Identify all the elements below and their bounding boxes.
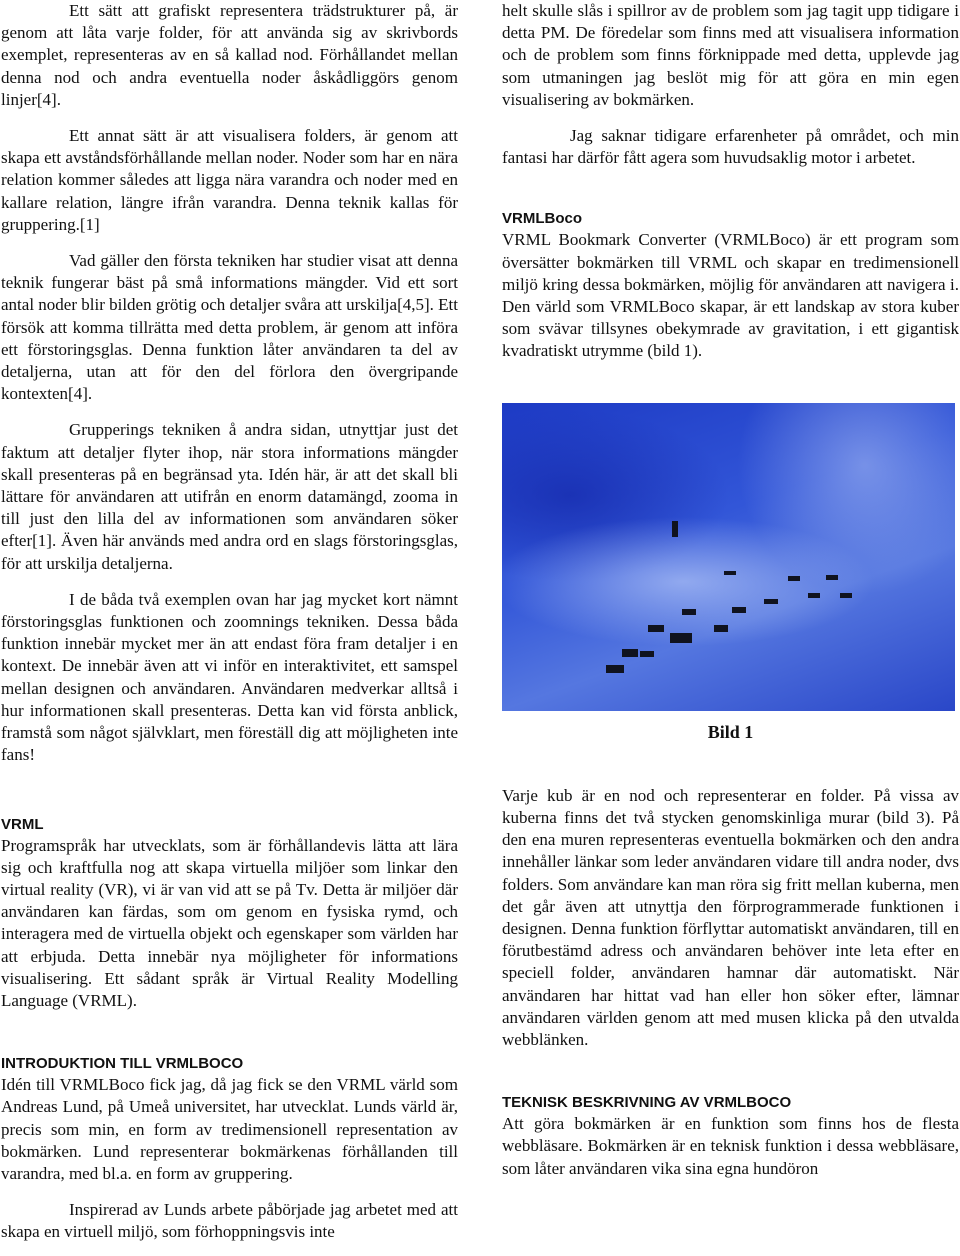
cube-node (788, 576, 800, 581)
paragraph: Jag saknar tidigare erfarenheter på området, och min fantasi har därför fått agera som huvudsaklig motor i arbetet. (502, 126, 959, 168)
right-column (502, 0, 959, 1180)
paragraph: Grupperings tekniken å andra sidan, utnyttjar just det faktum att detaljer flyter ihop, när stora informations mängder skall presenteras på en begränsad yta. Idén här, är att det skall bli lättare för användaren att utifrån en enorm datamängd, zooma in till just den lilla del av informationen som användaren söker efter[1]. Även här används med andra ord en slags förstoringsglas, för att urskilja detaljerna. (1, 420, 458, 573)
cube-node (640, 651, 654, 657)
cube-node (670, 633, 692, 643)
section-heading-intro: INTRODUKTION TILL VRMLBOCO (1, 1055, 244, 1073)
cube-node (808, 593, 820, 598)
cube-node (648, 625, 664, 632)
cube-node (606, 665, 624, 673)
cube-node (732, 607, 746, 613)
cube-node (714, 625, 728, 632)
paragraph: Att göra bokmärken är en funktion som finns hos de flesta webbläsare. Bokmärken är en teknisk funktion i dessa webbläsare, som låter användaren vika sina egna hundöron (502, 1114, 959, 1178)
paragraph: helt skulle slås i spillror av de problem som jag tagit upp tidigare i detta PM. De föredelar som finns med att visualisera information och de problem som finns förknippade med detta, upplevde jag som utmaningen jag beslöt mig för att göra en min egen visualisering av bokmärken. (502, 1, 959, 109)
paragraph: Idén till VRMLBoco fick jag, då jag fick se den VRML värld som Andreas Lund, på Umeå universitet, har utvecklat. Lunds värld är, precis som min, en form av tredimensionell representation av bokmärken. Lund representerar bokmärkenas förhållanden till varandra, med bl.a. en form av gruppering. (1, 1075, 458, 1183)
figure-caption: Bild 1 (707, 721, 754, 742)
paragraph: Ett annat sätt är att visualisera folders, är genom att skapa ett avståndsförhållande mellan noder. Noder som har en nära relation kommer således att ligga nära varandra och noder med en kallare relation, längre ifrån varandra. Denna teknik kallas för gruppering.[1] (1, 126, 458, 234)
paragraph: VRML Bookmark Converter (VRMLBoco) är ett program som översätter bokmärken till VRML och skapar en tredimensionell miljö kring dessa bokmärken, möjlig för användaren att navigera i. Den värld som VRMLBoco skapar, är ett landskap av stora kuber som svävar tillsynes obekymrade av gravitation, i ett gigantisk kvadratiskt utrymme (bild 1). (502, 230, 959, 361)
cube-node (826, 575, 838, 580)
section-heading-vrmlboco: VRMLBoco (502, 210, 582, 228)
cube-node (840, 593, 852, 598)
section-heading-technical: TEKNISK BESKRIVNING AV VRMLBOCO (502, 1094, 792, 1112)
paragraph: I de båda två exemplen ovan har jag mycket kort nämnt förstoringsglas funktionen och zoomnings tekniken. Dessa båda funktion innebär mycket mer än att endast föra fram detaljer i en kontext. De innebär även att vi inför en interaktivitet, ett samspel mellan designen och användaren. Användaren medverkar alltså i hur informationen skall presenteras. Detta kan vid första anblick, framstå som något självklart, men föreställ dig att möjligheten inte fans! (1, 589, 458, 765)
left-column (1, 0, 458, 1244)
cube-node (622, 649, 638, 657)
paragraph: Programspråk har utvecklats, som är förhållandevis lätta att lära sig och kraftfulla nog att skapa virtuella miljöer som linkar den virtual reality (VR), vi är van vid att se på Tv. Detta är miljöer där användaren kan färdas, som om genom en fysiska rymd, och interagera med de virtuella objekt och egenskaper som världen har att erbjuda. Detta innebär nya möjligheter för informations visualisering. Ett sådant språk är Virtual Reality Modelling Language (VRML). (1, 835, 458, 1010)
cube-node (764, 599, 778, 604)
section-heading-vrml: VRML (1, 815, 44, 833)
cube-node (682, 609, 696, 615)
cube-node (724, 571, 736, 575)
cube-node (672, 521, 678, 537)
paragraph: Inspirerad av Lunds arbete påbörjade jag arbetet med att skapa en virtuell miljö, som förhoppningsvis inte (1, 1200, 458, 1242)
paragraph: Varje kub är en nod och representerar en folder. På vissa av kuberna finns det två stycken genomskinliga murar (bild 3). På den ena muren representeras eventuella bokmärken och den andra innehåller länkar som leder användaren vidare till andra noder, dvs folders. Som användare kan man röra sig fritt mellan kuberna, men det går även att utnyttja den förprogrammerade funktionen i designen. Denna funktion förflyttar automatiskt användaren, till en förutbestämd adress och användaren behöver inte leta efter en speciell folder, användaren hamnar där automatiskt. När användaren har hittat vad han eller hon söker efter, lämnar användaren världen genom att med musen klicka på den utvalda webblänken. (502, 785, 959, 1050)
figure-vrml-world (502, 403, 955, 711)
paragraph: Ett sätt att grafiskt representera trädstrukturer på, är genom att låta varje folder, för att använda sig av skrivbords exemplet, representeras av en så kallad nod. Förhållandet mellan denna nod och andra eventuella noder åskådliggörs genom linjer[4]. (1, 1, 458, 109)
paragraph: Vad gäller den första tekniken har studier visat att denna teknik fungerar bäst på små informations mängder. Vid ett sort antal noder blir bilden grötig och detaljer svåra att urskilja[4,5]. Ett försök att komma tillrätta med detta problem, är genom att införa ett förstoringsglas. Denna funktion låter användaren ta del av detaljerna, utan att för den del förlora den övergripande kontexten[4]. (1, 251, 458, 404)
